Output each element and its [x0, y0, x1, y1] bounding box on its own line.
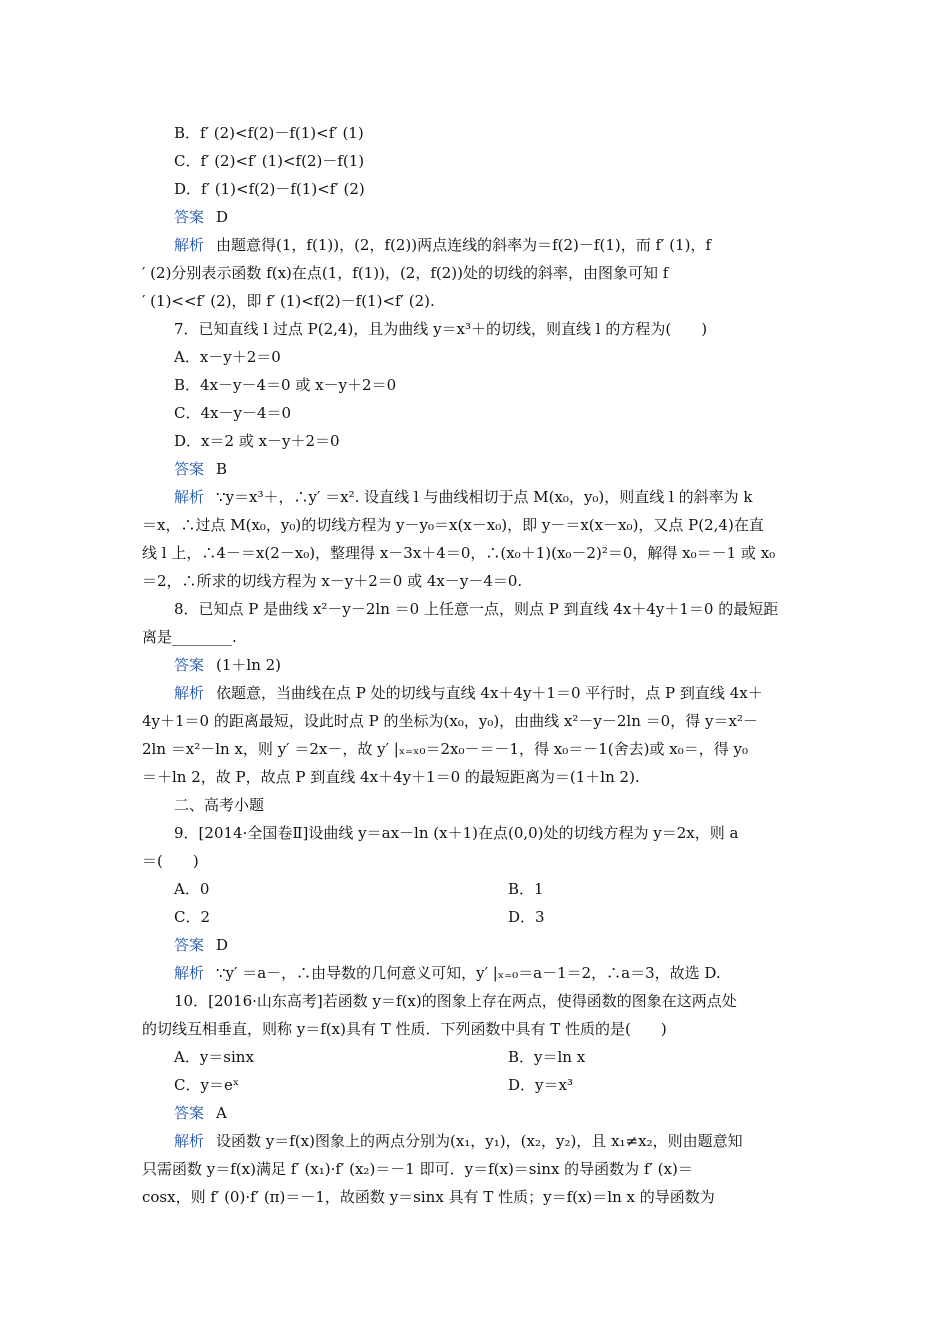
q7-analysis-line — [142, 483, 812, 511]
answer-label: 答案 — [174, 936, 205, 954]
q9-options-row — [142, 903, 812, 931]
analysis-text: ∵y＝x³＋，∴y′ ＝x². 设直线 l 与曲线相切于点 M(x₀，y₀)，则直线 l 的斜率为 k — [216, 488, 753, 506]
q10-option-a: A．y＝sinx — [174, 1048, 254, 1066]
q9-option-b: B．1 — [508, 880, 544, 898]
q7-analysis-line: 线 l 上，∴4－＝x(2－x₀)，整理得 x－3x＋4＝0，∴(x₀＋1)(x₀－2)²＝0，解得 x₀＝－1 或 x₀ — [142, 544, 776, 562]
q10-options-row — [142, 1043, 812, 1071]
q7-option-a: A．x－y＋2＝0 — [174, 348, 281, 366]
q6-analysis-line — [142, 231, 812, 259]
q10-stem-line: 10．[2016·山东高考]若函数 y＝f(x)的图象上存在两点，使得函数的图象在这两点处 — [174, 992, 737, 1010]
q10-option-b: B．y＝ln x — [508, 1048, 586, 1066]
q8-stem-line: 离是________. — [142, 628, 237, 646]
q10-analysis-line: cosx，则 f′ (0)·f′ (π)＝－1，故函数 y＝sinx 具有 T 性质；y＝f(x)＝ln x 的导函数为 — [142, 1188, 715, 1206]
answer-label: 答案 — [174, 1104, 205, 1122]
analysis-label: 解析 — [174, 684, 205, 702]
q6-option-c: C．f′ (2)<f′ (1)<f(2)－f(1) — [174, 152, 365, 170]
q10-options-row — [142, 1071, 812, 1099]
q8-answer — [142, 651, 812, 679]
answer-value: (1＋ln 2) — [216, 656, 282, 674]
q8-analysis-line — [142, 679, 812, 707]
answer-label: 答案 — [174, 208, 205, 226]
analysis-label: 解析 — [174, 1132, 205, 1150]
q7-analysis-line: ＝x，∴过点 M(x₀，y₀)的切线方程为 y－y₀＝x(x－x₀)，即 y－＝x(x－x₀)，又点 P(2,4)在直 — [142, 516, 764, 534]
q10-stem-line: 的切线互相垂直，则称 y＝f(x)具有 T 性质．下列函数中具有 T 性质的是( ) — [142, 1020, 667, 1038]
q7-answer — [142, 455, 812, 483]
answer-value: D — [216, 208, 229, 226]
analysis-text: 依题意，当曲线在点 P 处的切线与直线 4x＋4y＋1＝0 平行时，点 P 到直线 4x＋ — [216, 684, 763, 702]
answer-value: B — [216, 460, 228, 478]
q9-options-row — [142, 875, 812, 903]
analysis-label: 解析 — [174, 488, 205, 506]
q10-option-d: D．y＝x³ — [508, 1076, 573, 1094]
q6-analysis-line: ′ (2)分别表示函数 f(x)在点(1，f(1))，(2，f(2))处的切线的斜率，由图象可知 f — [142, 264, 669, 282]
q8-analysis-line: ＝＋ln 2，故 P，故点 P 到直线 4x＋4y＋1＝0 的最短距离为＝(1＋ln 2). — [142, 768, 640, 786]
q9-stem-line: ＝( ) — [142, 852, 199, 870]
analysis-label: 解析 — [174, 964, 205, 982]
q10-option-c: C．y＝eˣ — [174, 1076, 240, 1094]
analysis-text: ∵y′ ＝a－，∴由导数的几何意义可知，y′ |ₓ₌₀＝a－1＝2，∴a＝3，故选 D. — [216, 964, 721, 982]
q9-option-d: D．3 — [508, 908, 545, 926]
q7-option-b: B．4x－y－4＝0 或 x－y＋2＝0 — [174, 376, 397, 394]
section-heading: 二、高考小题 — [174, 796, 265, 814]
q7-analysis-line: ＝2，∴所求的切线方程为 x－y＋2＝0 或 4x－y－4＝0. — [142, 572, 523, 590]
q8-stem-line: 8．已知点 P 是曲线 x²－y－2ln ＝0 上任意一点，则点 P 到直线 4x＋4y＋1＝0 的最短距 — [174, 600, 779, 618]
answer-value: A — [216, 1104, 227, 1122]
q9-stem-line: 9．[2014·全国卷Ⅱ]设曲线 y＝ax－ln (x＋1)在点(0,0)处的切线方程为 y＝2x，则 a — [174, 824, 739, 842]
q7-stem: 7．已知直线 l 过点 P(2,4)，且为曲线 y＝x³＋的切线，则直线 l 的方程为( ) — [174, 320, 708, 338]
q9-option-c: C．2 — [174, 908, 211, 926]
q10-analysis-line: 只需函数 y＝f(x)满足 f′ (x₁)·f′ (x₂)＝－1 即可．y＝f(x)＝sinx 的导函数为 f′ (x)＝ — [142, 1160, 693, 1178]
q8-analysis-line: 2ln ＝x²－ln x，则 y′ ＝2x－，故 y′ |ₓ₌ₓ₀＝2x₀－＝－1，得 x₀＝－1(舍去)或 x₀＝，得 y₀ — [142, 740, 749, 758]
q6-analysis-line: ′ (1)<<f′ (2)，即 f′ (1)<f(2)－f(1)<f′ (2). — [142, 292, 435, 310]
q8-analysis-line: 4y＋1＝0 的距离最短，设此时点 P 的坐标为(x₀，y₀)，由曲线 x²－y－2ln ＝0，得 y＝x²－ — [142, 712, 758, 730]
answer-label: 答案 — [174, 656, 205, 674]
q6-option-d: D．f′ (1)<f(2)－f(1)<f′ (2) — [174, 180, 365, 198]
answer-label: 答案 — [174, 460, 205, 478]
q9-analysis-line — [142, 959, 812, 987]
q6-option-b: B．f′ (2)<f(2)－f(1)<f′ (1) — [174, 124, 364, 142]
analysis-label: 解析 — [174, 236, 205, 254]
q7-option-d: D．x＝2 或 x－y＋2＝0 — [174, 432, 340, 450]
analysis-text: 设函数 y＝f(x)图象上的两点分别为(x₁，y₁)，(x₂，y₂)，且 x₁≠x₂，则由题意知 — [216, 1132, 743, 1150]
answer-value: D — [216, 936, 229, 954]
q9-option-a: A．0 — [174, 880, 210, 898]
q9-answer — [142, 931, 812, 959]
q10-analysis-line — [142, 1127, 812, 1155]
analysis-text: 由题意得(1，f(1))，(2，f(2))两点连线的斜率为＝f(2)－f(1)，而 f′ (1)，f — [216, 236, 712, 254]
q6-answer — [142, 203, 812, 231]
q10-answer — [142, 1099, 812, 1127]
q7-option-c: C．4x－y－4＝0 — [174, 404, 292, 422]
